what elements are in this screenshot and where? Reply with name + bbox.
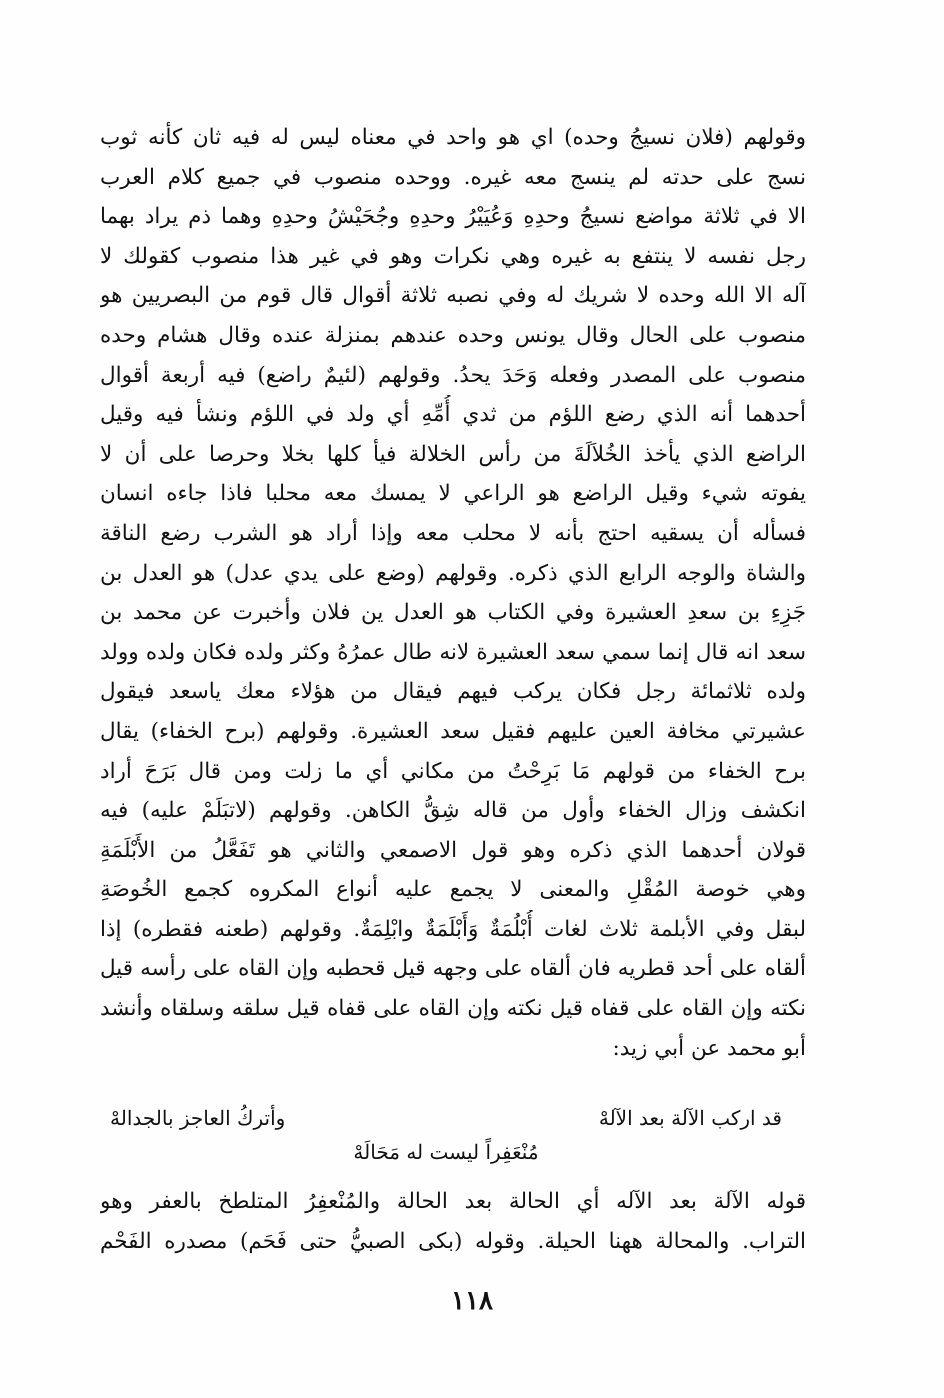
text-line: فسأله أن يسقيه احتج بأنه لا محلب معه وإذا أراد هو الشرب رضع الناقة [100,520,806,546]
text-line: والشاة والوجه الرابع الذي ذكره. وقولهم (وضع على يدي عدل) هو العدل بن [100,560,806,586]
text-line: لبقل وفي الأبلمة ثلاث لغات أُبْلُمَةٌ وَأَبْلَمَةٌ وابْلِمَةٌ. وقولهم (طعنه فقطره) إذا [100,916,806,942]
poetry-verse [110,1101,782,1169]
text-line: منصوب على المصدر وفعله وَحَدَ يحدُ. وقولهم (لئيمٌ راضع) فيه أربعة أقوال [100,362,806,388]
text-line: ألقاه على أحد قطريه فان ألقاه على وجهه قيل قحطبه وإن القاه على رأسه قيل [100,956,806,982]
verse-hemistich-right: قد اركب الآلة بعد الآلهْ [598,1106,782,1130]
text-line: عشيرتي مخافة العين عليهم فقيل سعد العشيرة. وقولهم (برح الخفاء) يقال [100,718,806,744]
text-line: يفوته شيء وقيل الراضع هو الراعي لا يمسك معه محلبا فاذا جاءه انسان [100,481,806,507]
text-line: آله الا الله وحده لا شريك له وفي نصبه ثلاثة أقوال قال قوم من البصريين هو [100,283,806,309]
text-line: الا في ثلاثة مواضع نسيجُ وحدِهِ وَعُيَيْرُ وحدِهِ وجُحَيْشُ وحدِهِ وهما ذم يراد بهما [100,204,806,230]
text-line: منصوب على الحال وقال يونس وحده عندهم بمنزلة عنده وقال هشام وحده [100,322,806,348]
text-line: برح الخفاء من قولهم مَا بَرِحْتُ من مكاني أي ما زلت ومن قال بَرَحَ أراد [100,758,806,784]
closing-paragraph [100,1182,806,1261]
text-line: سعد انه قال إنما سمي سعد العشيرة لانه طال عمرُهُ وكثر ولده فكان ولده وولد [100,639,806,665]
page-number: ١١٨ [451,1286,493,1316]
text-line: نكته وإن القاه على قفاه قيل نكته وإن القاه على قفاه قيل سلقه وسلقاه وأنشد [100,996,806,1022]
text-line: ولده ثلاثمائة رجل فكان يركب فيهم فيقال من هؤلاء معك ياسعد فيقول [100,679,806,705]
text-line: وقولهم (فلان نسيجُ وحده) اي هو واحد في معناه ليس له فيه ثان كأنه ثوب [100,125,806,150]
text-line: أبو محمد عن أبي زيد: [612,1035,806,1061]
verse-second-line: مُنْعَفِراً ليست له مَحَالَهْ [353,1140,539,1164]
text-line: التراب. والمحالة ههنا الحيلة. وقوله (بكى الصبيُّ حتى فَحَم) مصدره الفَحْم [100,1228,806,1254]
text-line: قوله الآلة بعد الآله أي الحالة بعد الحالة والمُنْعفِرُ المتلطخ بالعفر وهو [100,1189,806,1214]
text-line: انكشف وزال الخفاء وأول من قاله شِقُّ الكاهن. وقولهم (لاتبَلَمْ عليه) فيه [100,798,806,824]
verse-first-line [110,1101,782,1135]
text-line: نسج على حدته لم ينسج معه غيره. ووحده منصوب في جميع كلام العرب [100,164,806,190]
text-line: رجل نفسه لا ينتفع به غيره وهي نكرات وهو في غير هذا منصوب كقولك لا [100,243,806,269]
text-line: جَزِءِ بن سعدِ العشيرة وفي الكتاب هو العدل ين فلان وأخبرت عن محمد بن [100,600,806,626]
text-line: الراضع الذي يأخذ الخُلاَلَةَ من رأس الخلالة فيأ كلها بخلا وحرصا على أن لا [100,441,806,467]
text-line: قولان أحدهما الذي ذكره وهو قول الاصمعي والثاني هو تَفَعَّلُ من الأَبْلَمَةِ [100,837,806,863]
text-line: وهي خوصة المُقْلِ والمعنى لا يجمع عليه أنواع المكروه كجمع الخُوصَةِ [100,877,806,903]
verse-hemistich-left: وأتركُ العاجز بالجدالهْ [110,1106,286,1130]
text-line: أحدهما أنه الذي رضع اللؤم من ثدي أُمِّهِ أي ولد في اللؤم ونشأ فيه وقيل [100,402,806,428]
main-paragraph [100,118,806,1068]
